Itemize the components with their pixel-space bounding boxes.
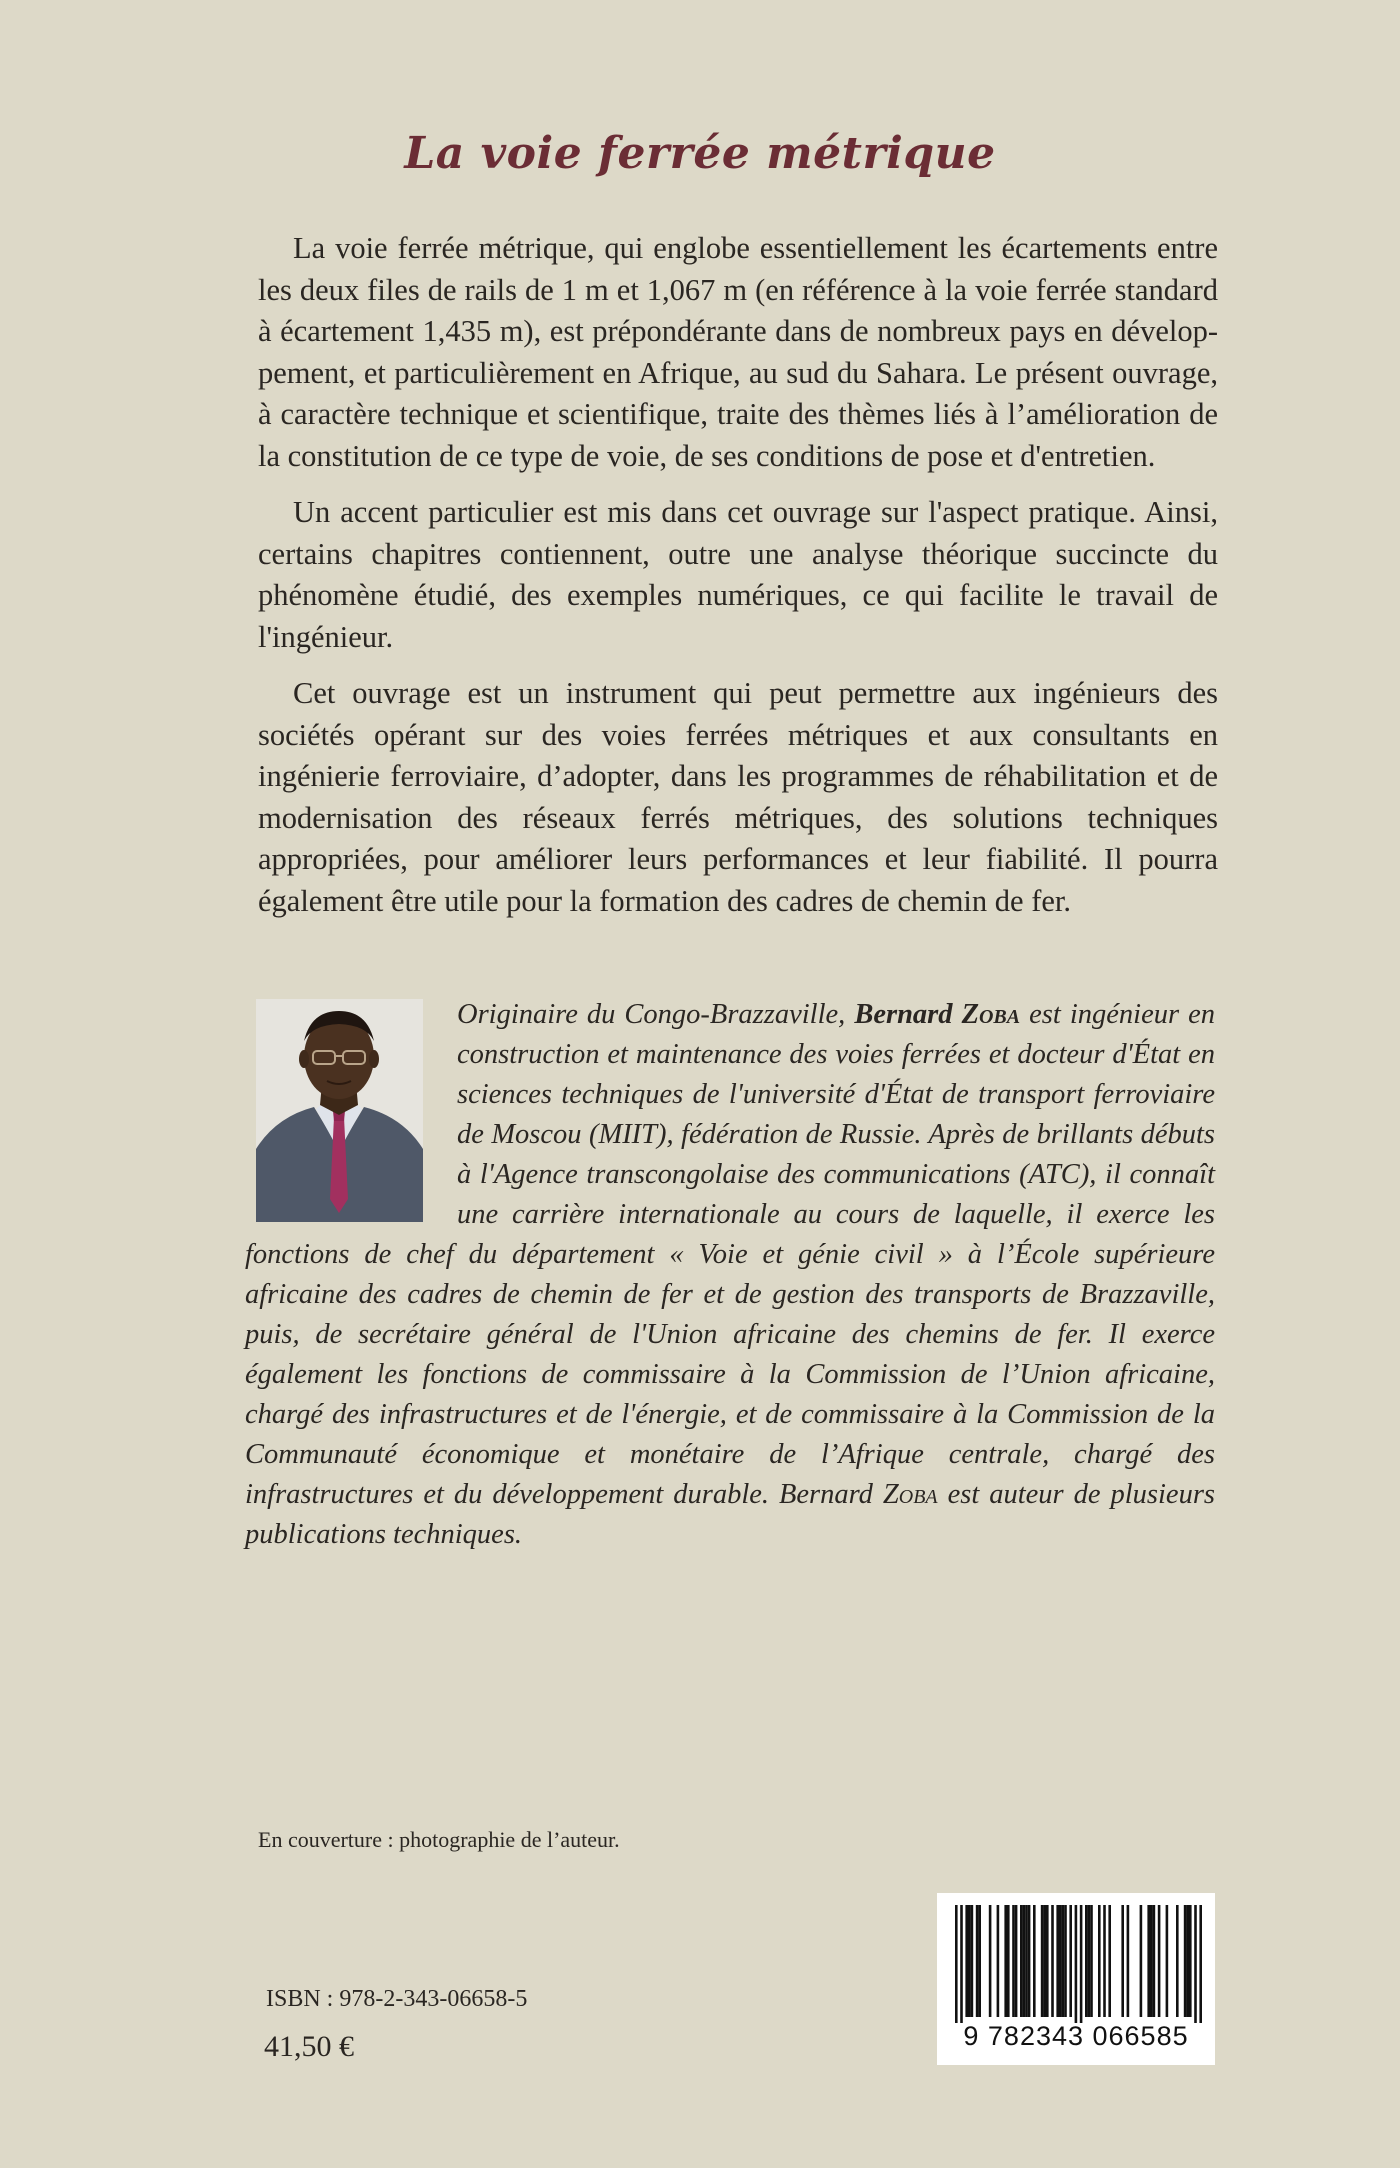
barcode-bar [1033,1905,1036,2017]
barcode-bar [965,1905,968,2017]
barcode-bar [1194,1905,1197,2023]
price: 41,50 € [264,2030,354,2063]
barcode-bar [1103,1905,1106,2017]
barcode-bar [1012,1905,1015,2017]
summary-paragraph: Cet ouvrage est un instrument qui peut permettre aux ingénieurs des sociétés opérant sur des voies ferrées métriques et aux consultants en ingénierie ferroviaire, d’adopter, dans les programmes de réhabilitation et de modernisation des réseaux ferrés métriques, des solutions techniques appropriées, pour améliorer leurs performances et leur fiabilité. Il pourra également être utile pour la formation des cadres de chemin de fer. [258,676,1218,918]
barcode-bar [1176,1905,1179,2017]
bio-closing: est auteur de plusieurs publications techniques. [245,1479,1215,1550]
barcode-bar [1140,1905,1143,2017]
barcode-bar [1147,1905,1150,2017]
barcode-bar [1127,1905,1130,2017]
barcode-bar [1056,1905,1059,2017]
author-name [854,999,1020,1030]
barcode-bar [976,1905,979,2017]
barcode-bar [1043,1905,1046,2017]
author-last-name-repeat: Zoba [882,1479,938,1510]
isbn: ISBN : 978-2-343-06658-5 [266,1986,528,2012]
bio-intro: Originaire du Congo-Brazzaville, [457,999,855,1030]
barcode-bar [1020,1905,1023,2017]
barcode-bar [968,1905,971,2017]
barcode-bar [1184,1905,1187,2017]
barcode-bar [1051,1905,1054,2017]
barcode-bar [1150,1905,1153,2017]
cover-photo-credit: En couverture : photographie de l’auteur. [258,1827,620,1852]
barcode-bar [1199,1905,1202,2023]
barcode-bar [1090,1905,1093,2017]
book-summary [258,228,1218,937]
barcode-bars [937,1893,1215,2023]
barcode-bar [1023,1905,1026,2017]
barcode-bar [1028,1905,1031,2017]
barcode-bar [960,1905,963,2023]
barcode-bar [1080,1905,1083,2023]
barcode-bar [978,1905,981,2017]
barcode-bar [989,1905,992,2017]
barcode-bar [1041,1905,1044,2017]
barcode-bar [1069,1905,1072,2017]
barcode-bar [1085,1905,1088,2017]
barcode-bar [1046,1905,1049,2017]
barcode [937,1893,1215,2065]
author-first-name: Bernard [854,999,962,1030]
barcode-bar [955,1905,958,2023]
summary-paragraph: Un accent particulier est mis dans cet ouvrage sur l'aspect pratique. Ainsi, certains chapitres contiennent, outre une analyse théorique succincte du phénomène étudié, des exemples numériques, ce qui facilite le travail de l'ingénieur. [258,495,1218,654]
barcode-bar [1098,1905,1101,2017]
barcode-bar [1166,1905,1169,2017]
barcode-bar [1025,1905,1028,2017]
summary-paragraph: La voie ferrée métrique, qui englobe essentiellement les écartements entre les deux files de rails de 1 m et 1,067 m (en référence à la voie ferrée standard à écartement 1,435 m), est prépondérante dans de nombreux pays en développement, et particulièrement en Afrique, au sud du Sahara. Le présent ouvrage, à caractère technique et scientifique, traite des thèmes liés à l’amélioration de la constitution de ce type de voie, de ses conditions de pose et d'entretien. [258,231,1218,473]
barcode-bar [1007,1905,1010,2017]
barcode-bar [1186,1905,1189,2017]
author-last-name: Zoba [961,999,1021,1030]
barcode-bar [997,1905,1000,2017]
barcode-bar [1064,1905,1067,2017]
barcode-bar [1189,1905,1192,2017]
barcode-bar [971,1905,974,2017]
barcode-digits: 9 782343 066585 [963,2021,1189,2051]
bio-body: est ingénieur en construction et maintenance des voies ferrées et docteur d'État en sciences techniques de l'université d'État de transport ferroviaire de Moscou (MIIT), fédération de Russie. Après de brillants débuts à l'Agence transcongolaise des communications (ATC), il connaît une carrière internationale au cours de laquelle, il exerce les fonctions de chef du département « Voie et génie civil » à l’École supérieure africaine des cadres de chemin de fer et de gestion des transports de Brazzaville, puis, de secrétaire général de l'Union africaine des chemins de fer. Il exerce également les fonctions de commissaire à la Commission de l’Union africaine, chargé des infrastructures et de l'énergie, et de commissaire à la Commission de la Communauté économique et monétaire de l’Afrique centrale, chargé des infrastructures et du développement durable. Bernard [245,999,1215,1510]
barcode-bar [1158,1905,1161,2017]
barcode-bar [1075,1905,1078,2023]
barcode-bar [1108,1905,1111,2017]
author-biography [245,995,1215,1555]
barcode-bar [1059,1905,1062,2017]
barcode-bar [1004,1905,1007,2017]
barcode-bar [1153,1905,1156,2017]
barcode-bar [1015,1905,1018,2017]
barcode-bar [1088,1905,1091,2017]
book-title: La voie ferrée métrique [404,128,996,179]
barcode-bar [1121,1905,1124,2017]
author-biography-text [245,995,1215,1555]
barcode-bar [1062,1905,1065,2017]
